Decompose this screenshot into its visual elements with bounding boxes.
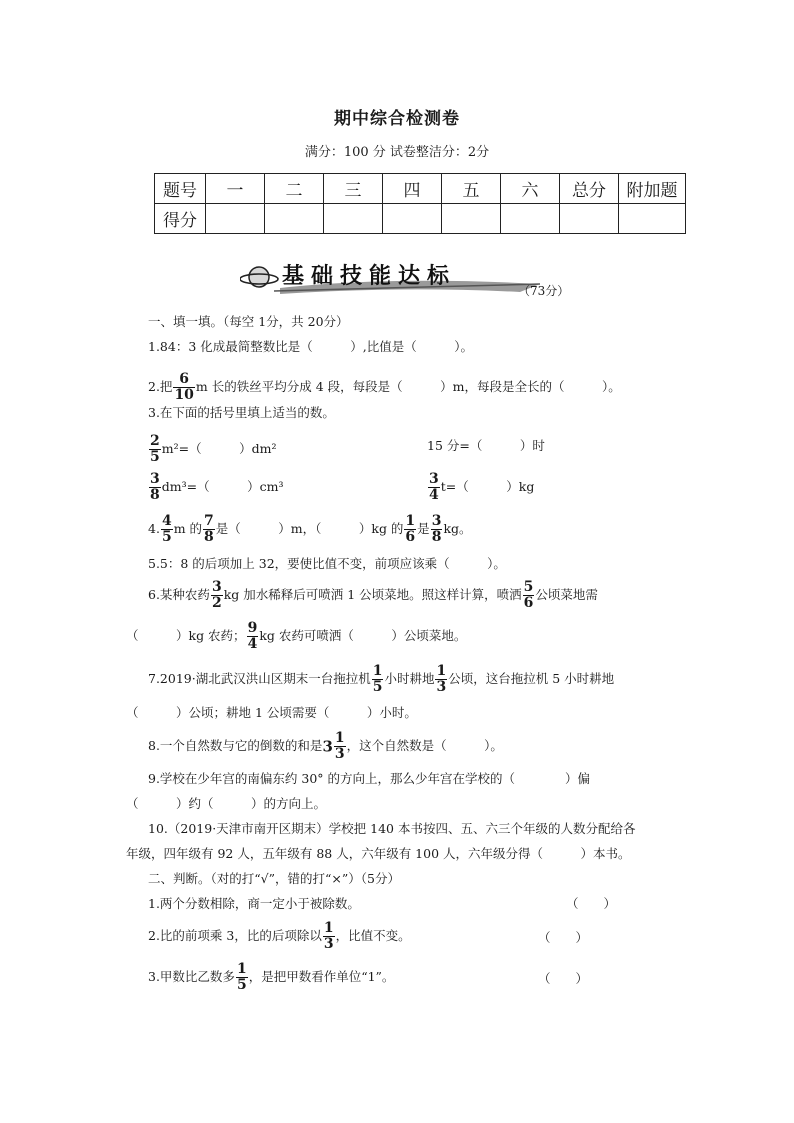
score-cell[interactable] [560,204,619,234]
answer-blank[interactable]: （ ） [538,971,589,986]
question-6-line-2: （ ）kg 农药； $\frac{9}{4}$ kg 农药可喷洒（ ）公顷菜地。 [126,620,467,652]
score-table [154,173,686,234]
header-cell: 一 [206,174,265,204]
fraction: $\frac{3}{2}$ [211,579,222,611]
question-5: 5.5：8 的后项加上 32，要使比值不变，前项应该乘（ ）。 [148,556,506,571]
score-cell[interactable] [619,204,686,234]
fraction: $\frac{7}{8}$ [204,513,214,545]
score-cell[interactable] [265,204,324,234]
header-cell: 三 [324,174,383,204]
score-cell[interactable] [383,204,442,234]
fraction: $\frac{1}{3}$ [323,920,334,952]
fraction: $\frac{1}{5}$ [372,663,383,695]
header-cell: 二 [265,174,324,204]
judge-question-1: 1.两个分数相除，商一定小于被除数。 [148,896,360,911]
fraction: $\frac{3}{8}$ [150,471,160,503]
header-cell: 题号 [155,174,206,204]
score-table-score-row [155,204,686,234]
fraction: $\frac{4}{5}$ [161,513,172,545]
header-cell: 五 [442,174,501,204]
question-9-line-1: 9.学校在少年宫的南偏东约 30° 的方向上，那么少年宫在学校的（ ）偏 [148,771,591,786]
score-cell[interactable] [324,204,383,234]
header-cell: 附加题 [619,174,686,204]
question-3c: $\frac{3}{8}$ dm³=（ ）cm³ [150,471,284,503]
question-3: 3.在下面的括号里填上适当的数。 [148,405,335,420]
part2-heading: 二、判断。（对的打“√”，错的打“×”）（5分） [148,871,400,886]
planet-icon [240,267,278,287]
fraction: $\frac{3}{4}$ [429,471,439,503]
question-10-line-2: 年级，四年级有 92 人，五年级有 88 人，六年级有 100 人，六年级分得（ ）本书。 [126,846,631,861]
header-cell: 六 [501,174,560,204]
score-cell[interactable] [206,204,265,234]
question-10-line-1: 10.（2019·天津市南开区期末）学校把 140 本书按四、五、六三个年级的人数分配给各 [148,821,636,836]
fraction: $\frac{5}{6}$ [523,579,534,611]
question-1: 1.84：3 化成最简整数比是（ ）,比值是（ ）。 [148,339,473,354]
question-6-line-1: 6.某种农药 $\frac{3}{2}$ kg 加水稀释后可喷洒 1 公顷菜地。照这样计算，喷洒 $\frac{5}{6}$ 公顷菜地需 [148,579,598,611]
score-cell[interactable] [501,204,560,234]
answer-blank[interactable]: （ ） [566,896,617,911]
fraction: $\frac{1}{6}$ [405,513,416,545]
answer-blank[interactable]: （ ） [538,930,589,945]
fraction: $\frac{9}{4}$ [247,620,258,652]
question-9-line-2: （ ）约（ ）的方向上。 [126,796,327,811]
section-score: （73分） [518,284,570,298]
question-2: 2.把 $\frac{6}{10}$ m 长的铁丝平均分成 4 段，每段是（ ）m，每段是全长的（ ）。 [148,371,621,403]
section-banner-title: 基础技能达标 [282,264,457,289]
part1-heading: 一、填一填。（每空 1分，共 20分） [148,314,349,329]
judge-question-3: 3.甲数比乙数多 $\frac{1}{5}$ ，是把甲数看作单位“1”。 [148,961,395,993]
question-8: 8.一个自然数与它的倒数的和是3 $\frac{1}{3}$ ，这个自然数是（ ）。 [148,730,503,762]
score-table-header-row [155,174,686,204]
header-cell: 四 [383,174,442,204]
page-title: 期中综合检测卷 [334,109,460,129]
fraction: $\frac{3}{8}$ [431,513,442,545]
question-3a: $\frac{2}{5}$ m²=（ ）dm² [150,433,277,465]
question-3d: $\frac{3}{4}$ t=（ ）kg [429,471,535,503]
score-label-cell: 得分 [155,204,206,234]
question-7-line-2: （ ）公顷；耕地 1 公顷需要（ ）小时。 [126,705,417,720]
fraction: $\frac{1}{5}$ [236,961,247,993]
judge-question-2: 2.比的前项乘 3，比的后项除以 $\frac{1}{3}$ ，比值不变。 [148,920,411,952]
question-3b: 15 分=（ ）时 [427,438,545,453]
fraction: $\frac{1}{3}$ [436,663,447,695]
fraction: $\frac{6}{10}$ [174,371,194,403]
question-4: 4. $\frac{4}{5}$ m 的 $\frac{7}{8}$ 是（ ）m，（ ）kg 的 $\frac{1}{6}$ 是 $\frac{3}{8}$ kg。 [148,513,472,545]
fraction: $\frac{1}{3}$ [334,730,345,762]
question-7-line-1: 7.2019·湖北武汉洪山区期末一台拖拉机 $\frac{1}{5}$ 小时耕地 $\frac{1}{3}$ 公顷，这台拖拉机 5 小时耕地 [148,663,615,695]
fraction: $\frac{2}{5}$ [150,433,160,465]
score-cell[interactable] [442,204,501,234]
page-subtitle: 满分：100 分 试卷整洁分：2分 [304,145,490,160]
header-cell: 总分 [560,174,619,204]
